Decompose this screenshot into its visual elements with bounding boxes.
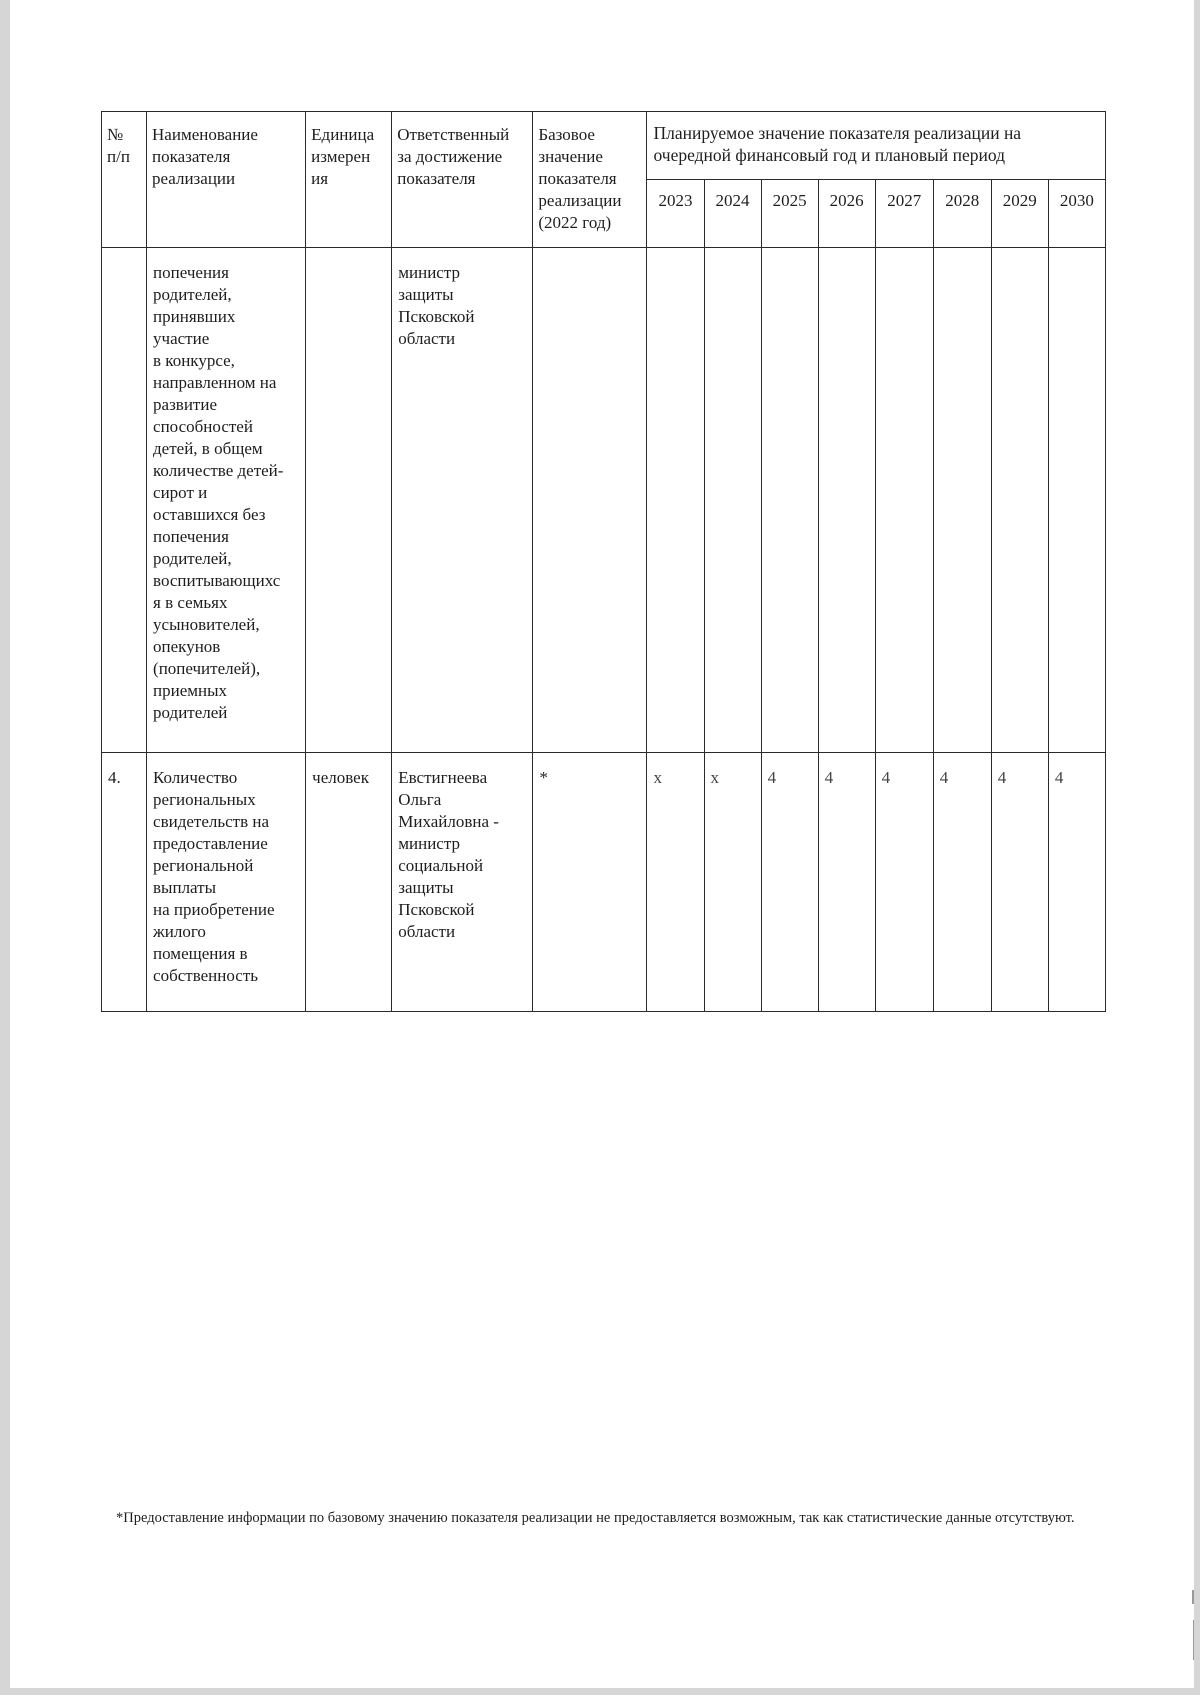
row-year-value: 4 [933,753,991,1012]
row-unit: человек [306,753,392,1012]
header-responsible: Ответственный за достижение показателя [392,112,533,248]
header-year: 2026 [818,180,875,248]
row-year-value [647,248,704,753]
header-year: 2023 [647,180,704,248]
row-year-value: 4 [875,753,933,1012]
header-year: 2025 [761,180,818,248]
header-name: Наименование показателя реализации [147,112,306,248]
row-base-value: * [533,753,647,1012]
row-indicator-name: попечения родителей, принявших участие в конкурсе, направленном на развитие способностей детей, в общем количестве детей- сирот и оставшихся без попечения родителей, воспитывающихс я в семьях усыновителей, опекунов (попечителей), приемных родителей [147,248,306,753]
header-base-value: Базовое значение показателя реализации (2022 год) [533,112,647,248]
row-year-value [761,248,818,753]
row-year-value: 4 [991,753,1048,1012]
header-year: 2030 [1048,180,1105,248]
row-responsible: Евстигнеева Ольга Михайловна - министр социальной защиты Псковской области [392,753,533,1012]
row-unit [306,248,392,753]
scan-artifact [1193,1620,1194,1660]
row-year-value [875,248,933,753]
footnote: *Предоставление информации по базовому значению показателя реализации не предоставляется возможным, так как статистические данные отсутствуют. [116,1510,1075,1526]
row-responsible: министр защиты Псковской области [392,248,533,753]
header-num: № п/п [102,112,147,248]
row-year-value [818,248,875,753]
row-year-value: х [647,753,704,1012]
row-indicator-name: Количество региональных свидетельств на предоставление региональной выплаты на приобретение жилого помещения в собственность [147,753,306,1012]
indicators-table [101,111,1106,1012]
header-planned-value: Планируемое значение показателя реализации на очередной финансовый год и плановый период [647,112,1106,180]
header-year: 2024 [704,180,761,248]
row-year-value [704,248,761,753]
row-year-value [933,248,991,753]
header-unit: Единица измерен ия [306,112,392,248]
scan-artifact [1192,1590,1194,1604]
row-year-value: 4 [761,753,818,1012]
table-row [102,248,1106,753]
row-year-value: 4 [818,753,875,1012]
row-num [102,248,147,753]
header-year: 2027 [875,180,933,248]
header-year: 2029 [991,180,1048,248]
row-year-value [1048,248,1105,753]
row-year-value [991,248,1048,753]
row-num: 4. [102,753,147,1012]
row-year-value: 4 [1048,753,1105,1012]
table-row [102,753,1106,1012]
row-year-value: х [704,753,761,1012]
header-year: 2028 [933,180,991,248]
row-base-value [533,248,647,753]
